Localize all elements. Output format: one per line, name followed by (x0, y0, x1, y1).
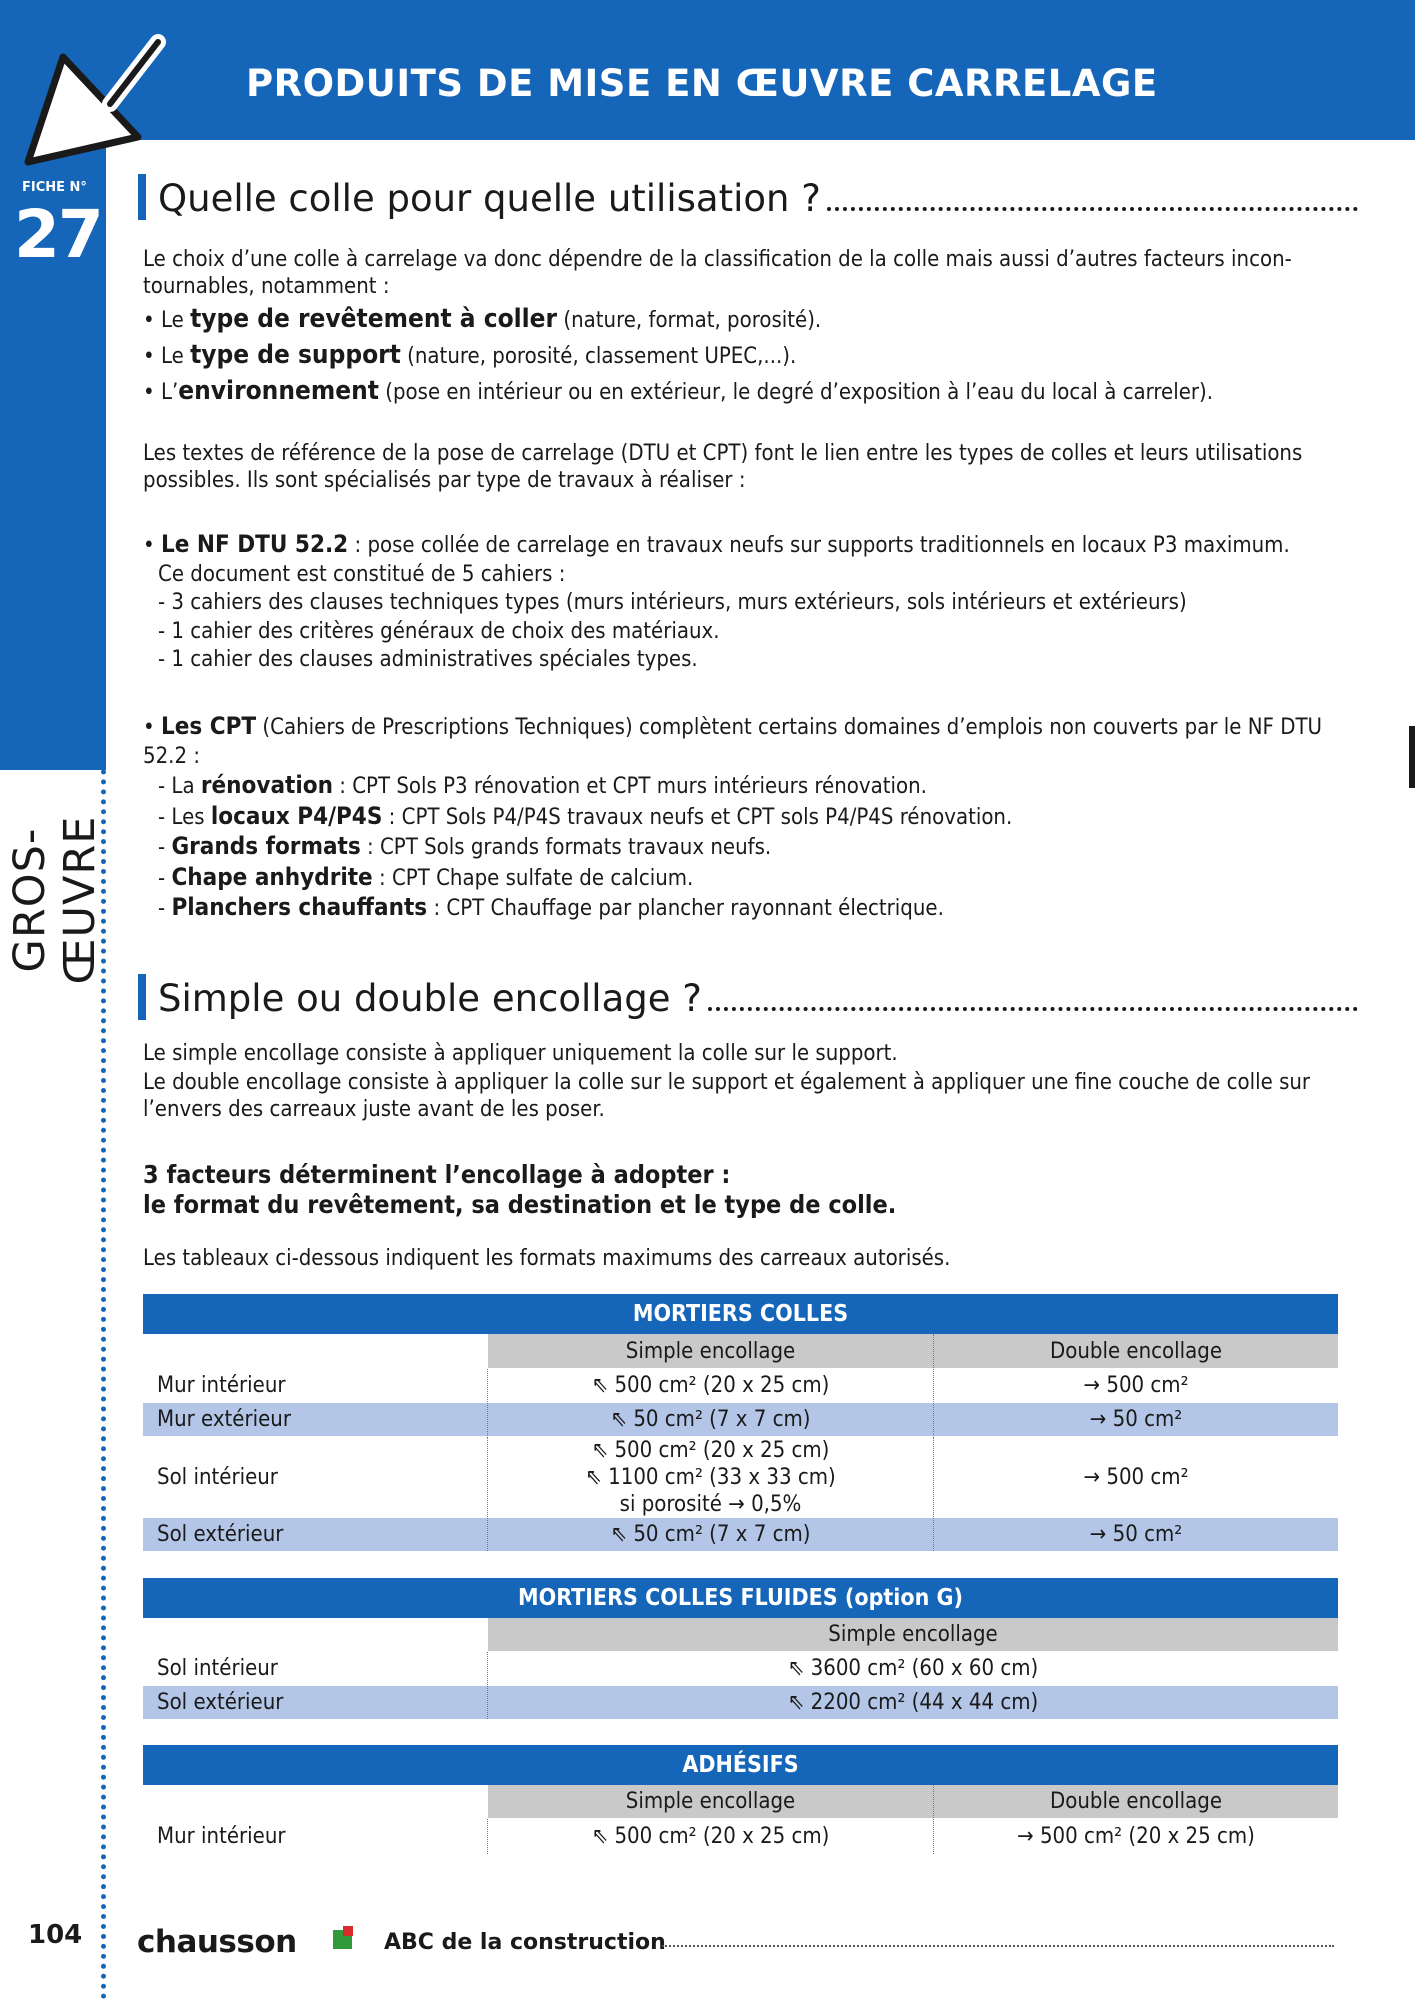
table-cell: ⇖ 50 cm² (7 x 7 cm) (488, 1518, 934, 1551)
table-cell: → 500 cm² (20 x 25 cm) (1017, 1824, 1255, 1849)
footer-dotted-rule (662, 1945, 1334, 1947)
table-header-row (143, 1785, 1338, 1819)
table-cell: → 50 cm² (1089, 1407, 1183, 1432)
page-edge-tab (1409, 726, 1415, 788)
table-mortiers-colles-fluides (143, 1578, 1338, 1720)
table-cell: ⇖ 500 cm² (20 x 25 cm) (488, 1369, 934, 1402)
list-subline: - Planchers chauffants : CPT Chauffage par plancher rayonnant électrique. (158, 893, 944, 921)
dotted-leader (708, 1007, 1358, 1011)
factor-list (143, 302, 1353, 410)
brand-logo: chausson (137, 1924, 297, 1960)
heading-accent (138, 174, 146, 220)
column-header: Simple encollage (488, 1618, 1338, 1651)
list-item: • Les CPT (Cahiers de Prescriptions Techniques) complètent certains domaines d’emplois non couverts par le NF DTU 52.2 : (143, 712, 1323, 769)
list-subline: - La rénovation : CPT Sols P3 rénovation et CPT murs intérieurs rénovation. (158, 771, 927, 799)
list-subline: - Grands formats : CPT Sols grands formats travaux neufs. (158, 832, 772, 860)
table-row (143, 1686, 1338, 1720)
page-title: PRODUITS DE MISE EN ŒUVRE CARRELAGE (246, 62, 1158, 105)
column-header: Double encollage (934, 1334, 1338, 1368)
table-row (143, 1652, 1338, 1686)
heading-accent (138, 974, 146, 1020)
table-cell: ⇖ 50 cm² (7 x 7 cm) (488, 1403, 934, 1436)
list-item: • Le type de support (nature, porosité, classement UPEC,...). (143, 340, 797, 370)
dotted-leader (827, 207, 1358, 211)
fiche-number: 27 (14, 196, 102, 273)
table-title: ADHÉSIFS (143, 1745, 1338, 1785)
factors-heading (143, 1160, 1353, 1220)
table-adhesifs (143, 1745, 1338, 1855)
row-label: Mur extérieur (143, 1403, 488, 1436)
paragraph-line: Le double encollage consiste à appliquer la colle sur le support et également à appliquer une fine couche de colle sur l’envers des carreaux juste avant de les poser. (143, 1070, 1311, 1122)
table-cell: → 50 cm² (1089, 1522, 1183, 1547)
paragraph-line: le format du revêtement, sa destination et le type de colle. (143, 1190, 897, 1219)
refs-paragraph: Les textes de référence de la pose de carrelage (DTU et CPT) font le lien entre les types de colles et leurs utilisations possibles. Ils sont spécialisés par type de travaux à réaliser : (143, 441, 1303, 493)
side-label: GROS-ŒUVRE (5, 815, 105, 985)
list-subline: - Les locaux P4/P4S : CPT Sols P4/P4S travaux neufs et CPT sols P4/P4S rénovation. (158, 801, 1013, 830)
column-header: Double encollage (934, 1785, 1338, 1818)
paragraph-line: 3 facteurs déterminent l’encollage à adopter : (143, 1160, 731, 1189)
list-subline: - 1 cahier des critères généraux de choix des matériaux. (158, 618, 720, 644)
list-subline: - 1 cahier des clauses administratives spéciales types. (158, 647, 698, 672)
list-item: • L’environnement (pose en intérieur ou en extérieur, le degré d’exposition à l’eau du local à carreler). (143, 376, 1214, 406)
table-cell: ⇖ 2200 cm² (44 x 44 cm) (787, 1690, 1039, 1715)
row-label: Sol extérieur (143, 1518, 488, 1551)
column-header: Simple encollage (488, 1334, 934, 1368)
list-subline: Ce document est constitué de 5 cahiers : (158, 561, 566, 587)
cpt-block (143, 712, 1353, 924)
table-cell: → 500 cm² (1083, 1464, 1189, 1490)
list-item: • Le type de revêtement à coller (nature, format, porosité). (143, 304, 822, 334)
header-bar (0, 0, 1415, 140)
section-title: Simple ou double encollage ? (158, 977, 702, 1020)
row-label: Sol intérieur (143, 1652, 488, 1685)
list-subline: - 3 cahiers des clauses techniques types (murs intérieurs, murs extérieurs, sols intérieurs et extérieurs) (158, 590, 1187, 615)
list-subline: - Chape anhydrite : CPT Chape sulfate de calcium. (158, 862, 694, 891)
encollage-paragraph (143, 1040, 1353, 1123)
section-heading (138, 970, 1358, 1020)
section-heading (138, 170, 1358, 220)
dtu-block (143, 530, 1353, 675)
table-row (143, 1403, 1338, 1437)
row-label: Sol intérieur (143, 1437, 488, 1517)
table-cell: ⇖ 500 cm² (20 x 25 cm) ⇖ 1100 cm² (33 x 33 cm) si porosité → 0,5% (488, 1437, 934, 1517)
row-label: Sol extérieur (143, 1686, 488, 1719)
row-label: Mur intérieur (143, 1819, 488, 1854)
table-cell: → 500 cm² (1083, 1373, 1189, 1398)
list-item: • Le NF DTU 52.2 : pose collée de carrelage en travaux neufs sur supports traditionnels en locaux P3 maximum. (143, 530, 1290, 558)
trowel-icon (18, 22, 173, 172)
table-cell: ⇖ 500 cm² (20 x 25 cm) (488, 1819, 934, 1854)
table-row (143, 1437, 1338, 1518)
tables-note: Les tableaux ci-dessous indiquent les formats maximums des carreaux autorisés. (143, 1246, 951, 1271)
table-row (143, 1819, 1338, 1855)
row-label: Mur intérieur (143, 1369, 488, 1402)
section-title: Quelle colle pour quelle utilisation ? (158, 177, 821, 220)
table-row (143, 1518, 1338, 1552)
table-cell: ⇖ 3600 cm² (60 x 60 cm) (787, 1656, 1039, 1681)
table-mortiers-colles (143, 1294, 1338, 1552)
table-title: MORTIERS COLLES (143, 1294, 1338, 1334)
table-header-row (143, 1618, 1338, 1652)
table-header-row (143, 1334, 1338, 1369)
page-number: 104 (28, 1920, 83, 1950)
table-title: MORTIERS COLLES FLUIDES (option G) (143, 1578, 1338, 1618)
paragraph-line: Le simple encollage consiste à appliquer uniquement la colle sur le support. (143, 1041, 898, 1066)
brand-logo-mark (343, 1926, 353, 1936)
book-title: ABC de la construction (384, 1930, 666, 1955)
column-header: Simple encollage (488, 1785, 934, 1818)
fiche-label: FICHE N° (22, 180, 87, 195)
intro-paragraph: Le choix d’une colle à carrelage va donc dépendre de la classification de la colle mais aussi d’autres facteurs incon-tournables, notamment : (143, 247, 1292, 299)
table-row (143, 1369, 1338, 1403)
